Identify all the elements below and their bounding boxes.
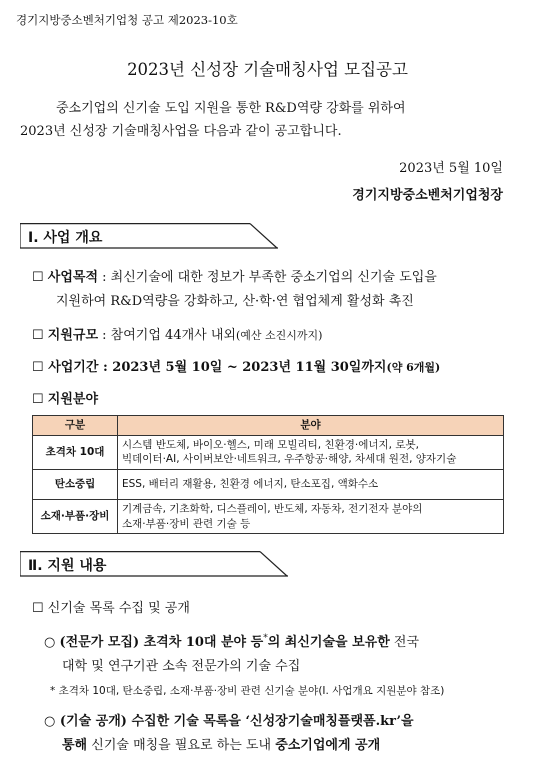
table-header-category: 구분 [33, 416, 118, 436]
checkbox-square-icon: ☐ [32, 360, 44, 375]
bullet-1-line-2: 대학 및 연구기관 소속 전문가의 기술 수집 [62, 659, 301, 674]
bullet-2-line-1: (기술 공개) 수집한 기술 목록을 ‘신성장기술매칭플랫폼.kr’을 [59, 714, 414, 729]
bullet-2-bold-2: 중소기업에게 공개 [275, 738, 381, 753]
intro-line-1: 중소기업의 신기술 도입 지원을 통한 R&D역량 강화를 위하여 [56, 101, 406, 116]
field-item [32, 388, 98, 407]
bullet-1 [44, 631, 419, 650]
table-cell-category: 탄소중립 [33, 470, 118, 500]
bullet-1-bold: 의 최신기술을 보유한 [267, 635, 390, 650]
fields-line: 기계금속, 기초화학, 디스플레이, 반도체, 자동차, 전기전자 분야의 [122, 503, 423, 516]
circle-bullet-icon: ○ [44, 714, 56, 729]
table-cell-fields [118, 435, 504, 469]
scale-item [32, 324, 322, 343]
fields-line: 시스템 반도체, 바이오·헬스, 미래 모빌리티, 친환경·에너지, 로봇, [122, 438, 419, 451]
period-text: : 2023년 5월 10일 ~ 2023년 11월 30일까지 [102, 360, 387, 375]
notice-date: 2023년 5월 10일 [399, 161, 503, 176]
scale-note: (예산 소진시까지) [235, 329, 323, 342]
support-field-table [32, 415, 504, 534]
bullet-2-mid: 신기술 매칭을 필요로 하는 도내 [87, 738, 276, 753]
table-row [33, 500, 504, 534]
scale-label: 지원규모 [47, 328, 99, 343]
fields-line: 소재·부품·장비 관련 기술 등 [122, 517, 251, 530]
bullet-1-prefix: (전문가 모집) 초격차 10대 분야 등 [59, 635, 264, 650]
footnote-marker: * [263, 633, 268, 644]
bullet-2 [44, 710, 414, 729]
fields-line: 빅데이터·AI, 사이버보안·네트워크, 우주항공·해양, 차세대 원전, 양자기술 [122, 453, 457, 466]
table-cell-fields [118, 470, 504, 500]
notice-number: 경기지방중소벤처기업청 공고 제2023-10호 [16, 13, 238, 27]
sub-item-1-text: 신기술 목록 수집 및 공개 [47, 601, 190, 616]
table-cell-fields [118, 500, 504, 534]
checkbox-square-icon: ☐ [32, 328, 44, 343]
circle-bullet-icon: ○ [44, 635, 56, 650]
sub-item-1 [32, 597, 190, 616]
purpose-text-1: : 최신기술에 대한 정보가 부족한 중소기업의 신기술 도입을 [102, 270, 437, 285]
period-note: (약 6개월) [386, 361, 441, 374]
checkbox-square-icon: ☐ [32, 601, 44, 616]
table-row [33, 435, 504, 469]
issuer-name: 경기지방중소벤처기업청장 [352, 188, 503, 203]
checkbox-square-icon: ☐ [32, 270, 44, 285]
section-1-title: Ⅰ. 사업 개요 [28, 230, 103, 246]
purpose-label: 사업목적 [47, 270, 99, 285]
bullet-1-tail: 전국 [389, 635, 420, 650]
intro-line-2: 2023년 신성장 기술매칭사업을 다음과 같이 공고합니다. [20, 124, 342, 139]
period-item [32, 356, 440, 375]
scale-text: : 참여기업 44개사 내외 [102, 328, 236, 343]
table-cell-category: 소재·부품·장비 [33, 500, 118, 534]
purpose-item [32, 266, 437, 285]
table-cell-category: 초격차 10대 [33, 435, 118, 469]
period-label: 사업기간 [48, 360, 99, 375]
section-2-title: Ⅱ. 지원 내용 [28, 558, 107, 574]
table-header-field: 분야 [118, 416, 504, 436]
purpose-text-2: 지원하여 R&D역량을 강화하고, 산·학·연 협업체계 활성화 촉진 [56, 294, 414, 309]
table-header-row [33, 416, 504, 436]
bullet-2-line-2 [62, 734, 380, 753]
fields-line: ESS, 배터리 재활용, 친환경 에너지, 탄소포집, 액화수소 [122, 478, 379, 491]
checkbox-square-icon: ☐ [32, 392, 44, 407]
section-1-heading [20, 223, 280, 249]
document-title: 2023년 신성장 기술매칭사업 모집공고 [127, 60, 408, 79]
field-label: 지원분야 [47, 392, 99, 407]
table-row [33, 470, 504, 500]
footnote: * 초격차 10대, 탄소중립, 소재·부품·장비 관련 신기술 분야(Ⅰ. 사업개요 지원분야 참조) [50, 685, 445, 697]
bullet-2-bold-1: 통해 [62, 738, 88, 753]
section-2-heading [20, 551, 290, 577]
